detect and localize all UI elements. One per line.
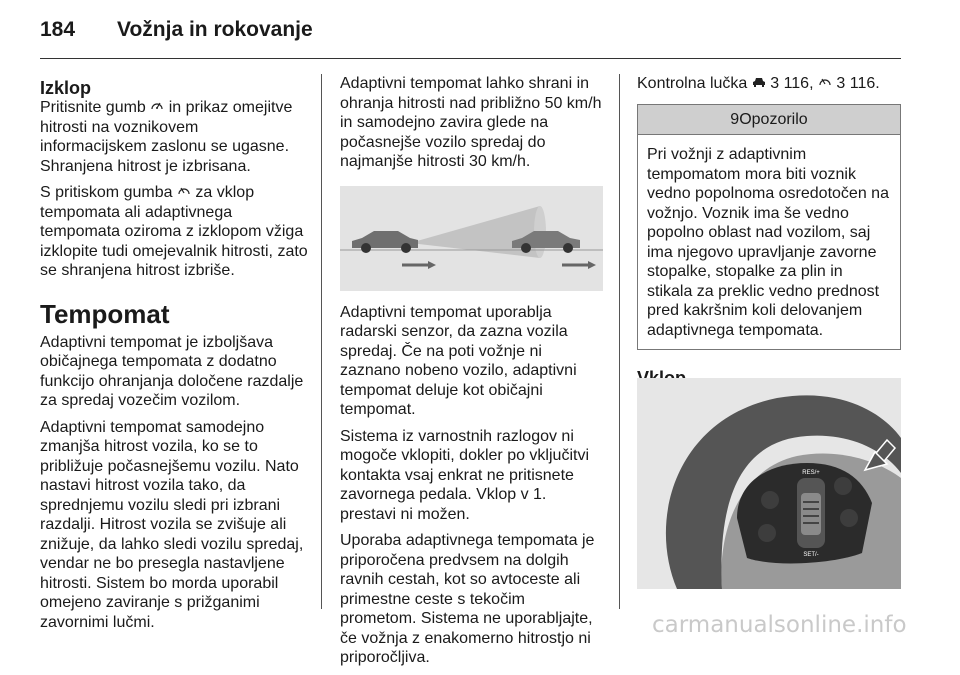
- column-right: [637, 74, 901, 388]
- res-plus-label: RES/+: [802, 470, 820, 476]
- paragraph-speed-range: Adaptivni tempomat lahko shrani in ohranja hitrosti nad približno 50 km/h in samodejno zavira glede na počasnejše vozilo spredaj do najmanjše hitrosti 30 km/h.: [340, 75, 602, 170]
- off-heading: Izklop: [40, 78, 92, 98]
- section-heading-tempomat: Tempomat: [40, 298, 170, 329]
- column-left: [40, 74, 308, 639]
- control-switch-panel: [737, 463, 872, 563]
- warning-icon: 9: [730, 110, 740, 128]
- warning-header: [638, 105, 900, 136]
- header-divider: [40, 58, 901, 59]
- paragraph-usage: Uporaba adaptivnega tempomata je priporočena predvsem na dolgih ravnih cestah, kot so avtoceste ali primestne ceste s tekočim prometom. Sistema ne uporabljajte, če vožnja z enakomerno hitrostjo ni priporočljiva.: [340, 532, 595, 666]
- paragraph-safety: Sistema iz varnostnih razlogov ni mogoče vklopiti, dokler po vključitvi kontakta vsaj enkrat ne pritisnete zavornega pedala. Vklop v 1. prestavi ni možen.: [340, 427, 589, 523]
- direction-arrow-icon: [402, 261, 436, 269]
- chapter-title: Vožnja in rokovanje: [117, 18, 313, 41]
- set-minus-label: SET/-: [803, 552, 819, 558]
- off-paragraph-2: S pritiskom gumba za vklop tempomata ali adaptivnega tempomata oziroma z izklopom vžiga izklopite tudi omejevalnik hitrosti, zato se shranjena hitrost izbriše.: [40, 184, 308, 279]
- off-paragraph-1: Pritisnite gumb in prikaz omejitve hitrosti na voznikovem informacijskem zaslonu se ugasne. Shranjena hitrost je izbrisana.: [40, 99, 293, 175]
- warning-title: Opozorilo: [739, 110, 808, 128]
- cruise-control-icon: [818, 74, 832, 94]
- page-reference-arrow-icon: 3: [836, 75, 846, 92]
- column-middle: [340, 74, 603, 675]
- column-divider: [619, 74, 620, 609]
- paragraph-4: Adaptivni tempomat samodejno zmanjša hitrost vozila, ko se to približuje počasnejšemu vozilu. Nato nastavi hitrost vozila tako, da sprednjemu vozilu sledi pri izbrani razdalji. Hitrost vozila se zvišuje ali znižuje, da lahko sledi vozilu spredaj, vendar ne bo presegla nastavljene hitrosti. Sistem bo morda uporabil omejeno zaviranje s prižganimi zavornimi lučmi.: [40, 418, 304, 631]
- steering-wheel-illustration: [637, 378, 901, 589]
- watermark: carmanualsonline.info: [652, 612, 907, 638]
- page-number: 184: [40, 18, 76, 41]
- paragraph-radar: Adaptivni tempomat uporablja radarski senzor, da zazna vozila spredaj. Če na poti vožnje ni zaznano nobeno vozilo, adaptivni tempomat deluje kot običajni tempomat.: [340, 303, 577, 418]
- control-lamp-reference: Kontrolna lučka 3 116, 3 116.: [637, 75, 880, 92]
- vehicle-ahead-icon: [752, 74, 766, 94]
- warning-box: [637, 104, 901, 351]
- speed-limiter-icon: [150, 98, 164, 118]
- warning-body: Pri vožnji z adaptivnim tempomatom mora biti voznik vedno popolnoma osredotočen na vožnjo. Voznik ima še vedno popolno oblast nad vozilom, saj ima njegovo upravljanje zavorne stopalke, stopalke za plin in stikala za preklic vedno prednost pred kakršnim koli delovanjem adaptivnega tempomata.: [647, 146, 889, 339]
- cruise-control-icon: [177, 183, 191, 203]
- direction-arrow-icon: [562, 261, 596, 269]
- radar-illustration: [340, 186, 603, 291]
- paragraph-3: Adaptivni tempomat je izboljšava običajnega tempomata z dodatno funkcijo ohranjanja določene razdalje za spredaj vozečim vozilom.: [40, 333, 304, 409]
- page-reference-arrow-icon: 3: [770, 75, 780, 92]
- column-divider: [321, 74, 322, 609]
